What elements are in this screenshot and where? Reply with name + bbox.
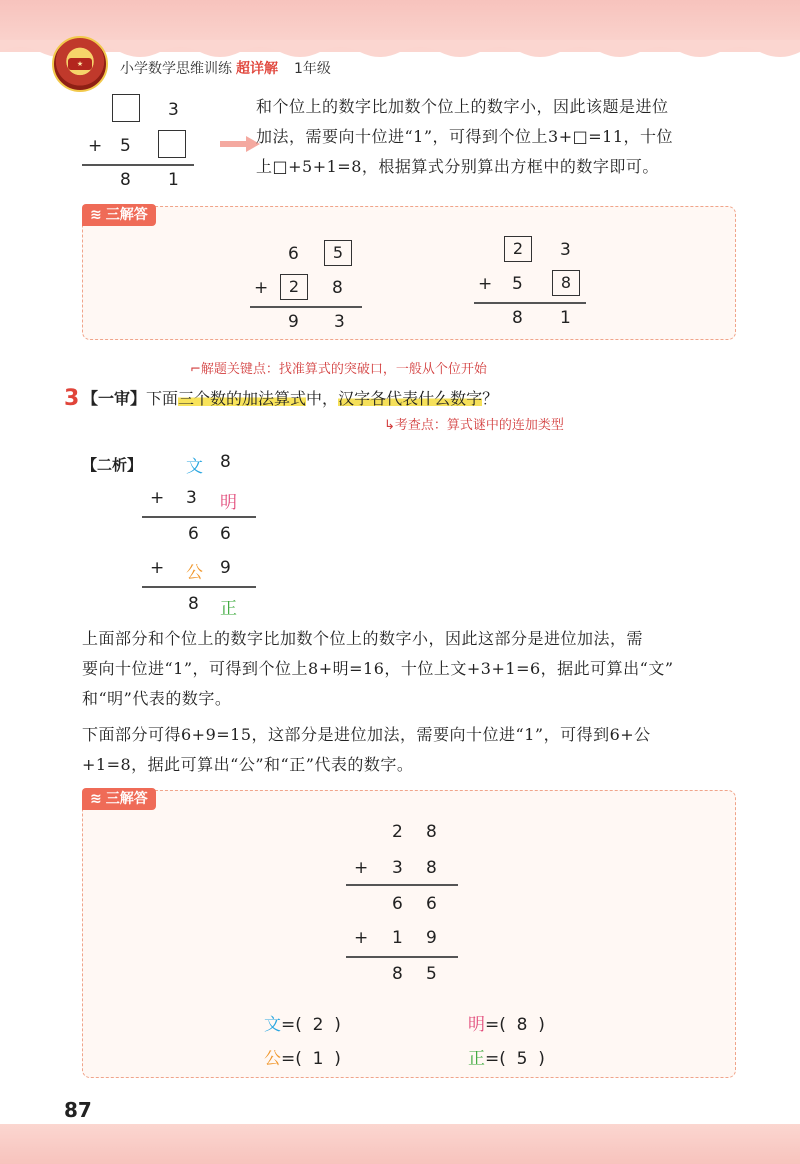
fill-zheng: 正=( 5 ) bbox=[468, 1049, 545, 1069]
a2-r1-tens: 2 bbox=[392, 822, 403, 842]
answer-panel-2 bbox=[82, 790, 736, 1078]
an-line-2 bbox=[142, 586, 256, 588]
question-label: 【一审】 bbox=[82, 389, 147, 408]
note-test-point: ↳考查点：算式谜中的连加类型 bbox=[384, 418, 564, 433]
an-r5-ones: 正 bbox=[220, 599, 237, 619]
an-line-1 bbox=[142, 516, 256, 518]
a1l-r1-tens: 6 bbox=[288, 244, 299, 264]
an-r4-ones: 9 bbox=[220, 558, 231, 578]
blank-box-tens bbox=[112, 94, 140, 122]
a1r-res-ones: 1 bbox=[560, 308, 571, 328]
a1r-res-tens: 8 bbox=[512, 308, 523, 328]
top-result-tens: 8 bbox=[120, 170, 131, 190]
wave-icon: ≋ bbox=[90, 207, 102, 223]
an-r3-ones: 6 bbox=[220, 524, 231, 544]
a1l-op: + bbox=[254, 278, 269, 298]
fill-wen: 文=( 2 ) bbox=[264, 1015, 341, 1035]
a2-r2-tens: 3 bbox=[392, 858, 403, 878]
a1l-r2-tens: 2 bbox=[280, 274, 308, 300]
a1r-op: + bbox=[478, 274, 493, 294]
a1r-r2-tens: 5 bbox=[512, 274, 523, 294]
a2-op2: + bbox=[354, 928, 369, 948]
note-arrow-icon-2: ↳ bbox=[384, 418, 395, 433]
top-r1-ones: 3 bbox=[168, 100, 179, 120]
logo-emblem: ★ bbox=[68, 58, 92, 70]
a1r-r1-tens: 2 bbox=[504, 236, 532, 262]
a2-r2-ones: 8 bbox=[426, 858, 437, 878]
an-r5-tens: 8 bbox=[188, 594, 199, 614]
top-expl-line-3: 上□+5+1=8，根据算式分别算出方框中的数字即可。 bbox=[256, 157, 659, 176]
book-title bbox=[120, 58, 331, 78]
highlight-1: 三个数的加法算式 bbox=[178, 389, 307, 408]
note-key-point: ⌐解题关键点：找准算式的突破口，一般从个位开始 bbox=[190, 362, 487, 377]
top-sum-line bbox=[82, 164, 194, 166]
answer-tag-1: ≋ 三解答 bbox=[82, 204, 156, 226]
a2-r3-tens: 6 bbox=[392, 894, 403, 914]
footer-band bbox=[0, 1124, 800, 1164]
page-number: 87 bbox=[64, 1098, 92, 1122]
note-arrow-icon: ⌐ bbox=[190, 362, 201, 377]
an-op1: + bbox=[150, 488, 165, 508]
a1r-r2-ones: 8 bbox=[552, 270, 580, 296]
highlight-2: 汉字各代表什么数字 bbox=[338, 389, 483, 408]
wave-icon-2: ≋ bbox=[90, 791, 102, 807]
question-number: 3 bbox=[64, 386, 80, 411]
a1l-r2-ones: 8 bbox=[332, 278, 343, 298]
arrow-icon bbox=[220, 136, 260, 152]
a2-r5-tens: 8 bbox=[392, 964, 403, 984]
an-r4-tens: 公 bbox=[186, 563, 203, 583]
top-r2-tens: 5 bbox=[120, 136, 131, 156]
fill-ming: 明=( 8 ) bbox=[468, 1015, 545, 1035]
a1l-r1-ones: 5 bbox=[324, 240, 352, 266]
an-r3-tens: 6 bbox=[188, 524, 199, 544]
top-expl-line-2: 加法，需要向十位进“1”，可得到个位上3+□=11，十位 bbox=[256, 127, 674, 146]
a2-r4-tens: 1 bbox=[392, 928, 403, 948]
top-expl-line-1: 和个位上的数字比加数个位上的数字小，因此该题是进位 bbox=[256, 97, 669, 116]
a2-op1: + bbox=[354, 858, 369, 878]
book-logo bbox=[52, 36, 108, 92]
answer-panel-1 bbox=[82, 206, 736, 340]
an-op2: + bbox=[150, 558, 165, 578]
question-line: 【一审】下面三个数的加法算式中，汉字各代表什么数字？ bbox=[82, 389, 499, 408]
top-op: + bbox=[88, 136, 103, 156]
book-title-main: 小学数学思维训练 bbox=[120, 61, 232, 77]
a2-line-1 bbox=[346, 884, 458, 886]
answer-tag-2: ≋ 三解答 bbox=[82, 788, 156, 810]
top-explanation bbox=[256, 92, 776, 182]
blank-box-ones bbox=[158, 130, 186, 158]
a2-r4-ones: 9 bbox=[426, 928, 437, 948]
book-title-highlight: 超详解 bbox=[236, 61, 278, 77]
a1l-sum-line bbox=[250, 306, 362, 308]
analysis-paragraph-1: 上面部分和个位上的数字比加数个位上的数字小，因此这部分是进位加法，需 要向十位进“1”，可得到个位上8+明=16，十位上文+3+1=6，据此可算出“文” 和“明”代表的数字。 bbox=[82, 629, 674, 708]
top-result-ones: 1 bbox=[168, 170, 179, 190]
an-r2-ones: 明 bbox=[220, 493, 237, 513]
a1r-r1-ones: 3 bbox=[560, 240, 571, 260]
analysis-label: 【二析】 bbox=[82, 456, 143, 474]
a1r-sum-line bbox=[474, 302, 586, 304]
book-grade: 1年级 bbox=[294, 61, 331, 77]
an-r2-tens: 3 bbox=[186, 488, 197, 508]
a1l-res-tens: 9 bbox=[288, 312, 299, 332]
a2-line-2 bbox=[346, 956, 458, 958]
a2-r5-ones: 5 bbox=[426, 964, 437, 984]
an-r1-tens: 文 bbox=[186, 457, 203, 477]
a2-r1-ones: 8 bbox=[426, 822, 437, 842]
a2-r3-ones: 6 bbox=[426, 894, 437, 914]
an-r1-ones: 8 bbox=[220, 452, 231, 472]
a1l-res-ones: 3 bbox=[334, 312, 345, 332]
analysis-paragraph-2: 下面部分可得6+9=15，这部分是进位加法，需要向十位进“1”，可得到6+公 +1=8，据此可算出“公”和“正”代表的数字。 bbox=[82, 725, 651, 774]
fill-gong: 公=( 1 ) bbox=[264, 1049, 341, 1069]
